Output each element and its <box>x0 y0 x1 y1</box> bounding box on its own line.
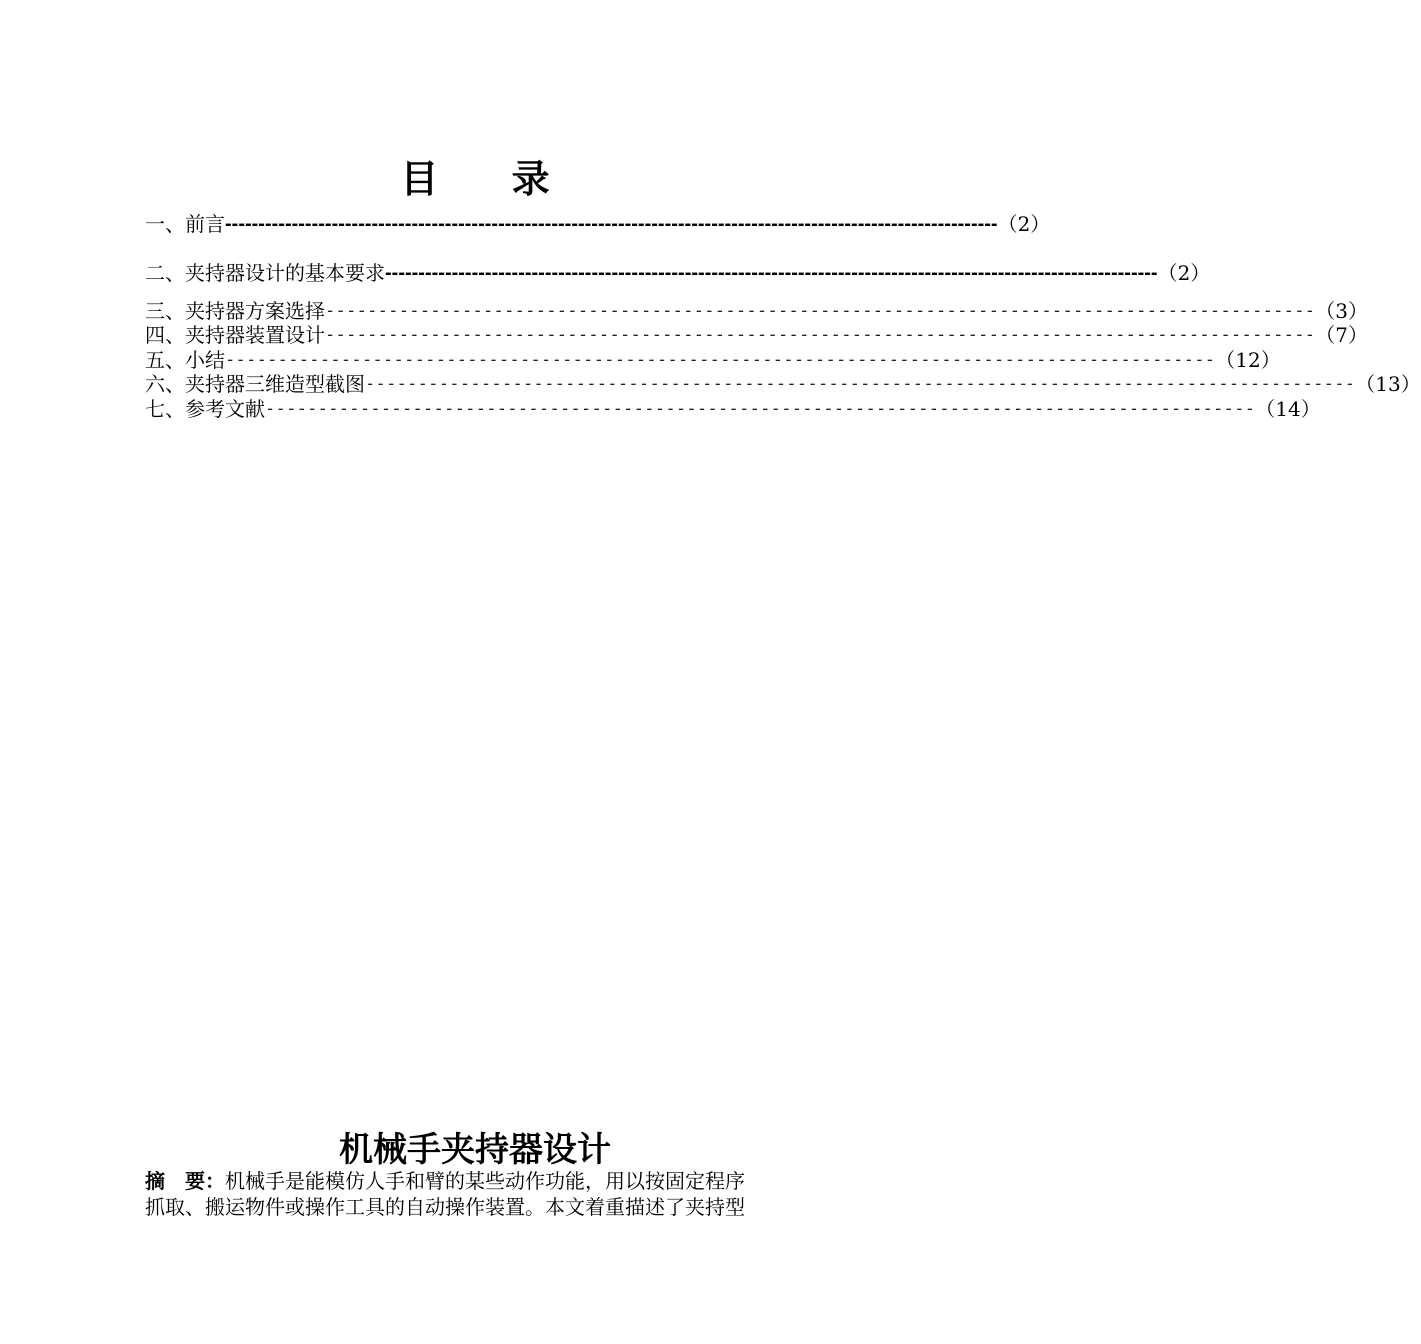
toc-entry[interactable] <box>145 298 1369 324</box>
toc-title: 目 录 <box>400 156 580 201</box>
toc-leader: ---------------------------------------------------------------------------------------------- <box>265 399 1256 419</box>
abstract-line <box>145 1168 810 1194</box>
toc-leader: ---------------------------------------------------------------------------------------------- <box>325 325 1316 345</box>
toc-entry-page: （14） <box>1255 397 1321 421</box>
toc-entry-page: （2） <box>1157 261 1211 285</box>
document-title: 机械手夹持器设计 <box>339 1130 611 1170</box>
toc-entry[interactable] <box>145 260 1211 286</box>
toc-entry[interactable] <box>145 322 1369 348</box>
abstract-line: 抓取、搬运物件或操作工具的自动操作装置。本文着重描述了夹持型 <box>145 1195 745 1219</box>
toc-entry-label: 四、夹持器装置设计 <box>145 323 325 347</box>
toc-entry[interactable] <box>145 347 1281 373</box>
toc-leader: -------------------------------------------------------------------------------------------------------------------- <box>225 213 998 235</box>
abstract-text: 机械手是能模仿人手和臂的某些动作功能，用以按固定程序 <box>225 1169 745 1193</box>
toc-entry-label: 二、夹持器设计的基本要求 <box>145 261 385 285</box>
toc-leader: ---------------------------------------------------------------------------------------------- <box>325 301 1316 321</box>
abstract-label: 摘 要： <box>145 1169 225 1193</box>
toc-entry-label: 一、前言 <box>145 212 225 236</box>
toc-leader: ---------------------------------------------------------------------------------------------- <box>365 374 1356 394</box>
abstract-paragraph <box>145 1168 810 1220</box>
toc-entry-page: （7） <box>1315 323 1369 347</box>
toc-entry-page: （13） <box>1355 372 1421 396</box>
toc-entry[interactable] <box>145 371 1421 397</box>
toc-entry[interactable] <box>145 211 1051 237</box>
toc-entry-label: 三、夹持器方案选择 <box>145 299 325 323</box>
toc-leader: ---------------------------------------------------------------------------------------------- <box>225 350 1216 370</box>
toc-entry[interactable] <box>145 396 1321 422</box>
toc-entry-page: （3） <box>1315 299 1369 323</box>
toc-entry-page: （12） <box>1215 348 1281 372</box>
toc-entry-label: 七、参考文献 <box>145 397 265 421</box>
toc-leader: -------------------------------------------------------------------------------------------------------------------- <box>385 262 1158 284</box>
toc-entry-label: 五、小结 <box>145 348 225 372</box>
toc-entry-page: （2） <box>997 212 1051 236</box>
toc-entry-label: 六、夹持器三维造型截图 <box>145 372 365 396</box>
